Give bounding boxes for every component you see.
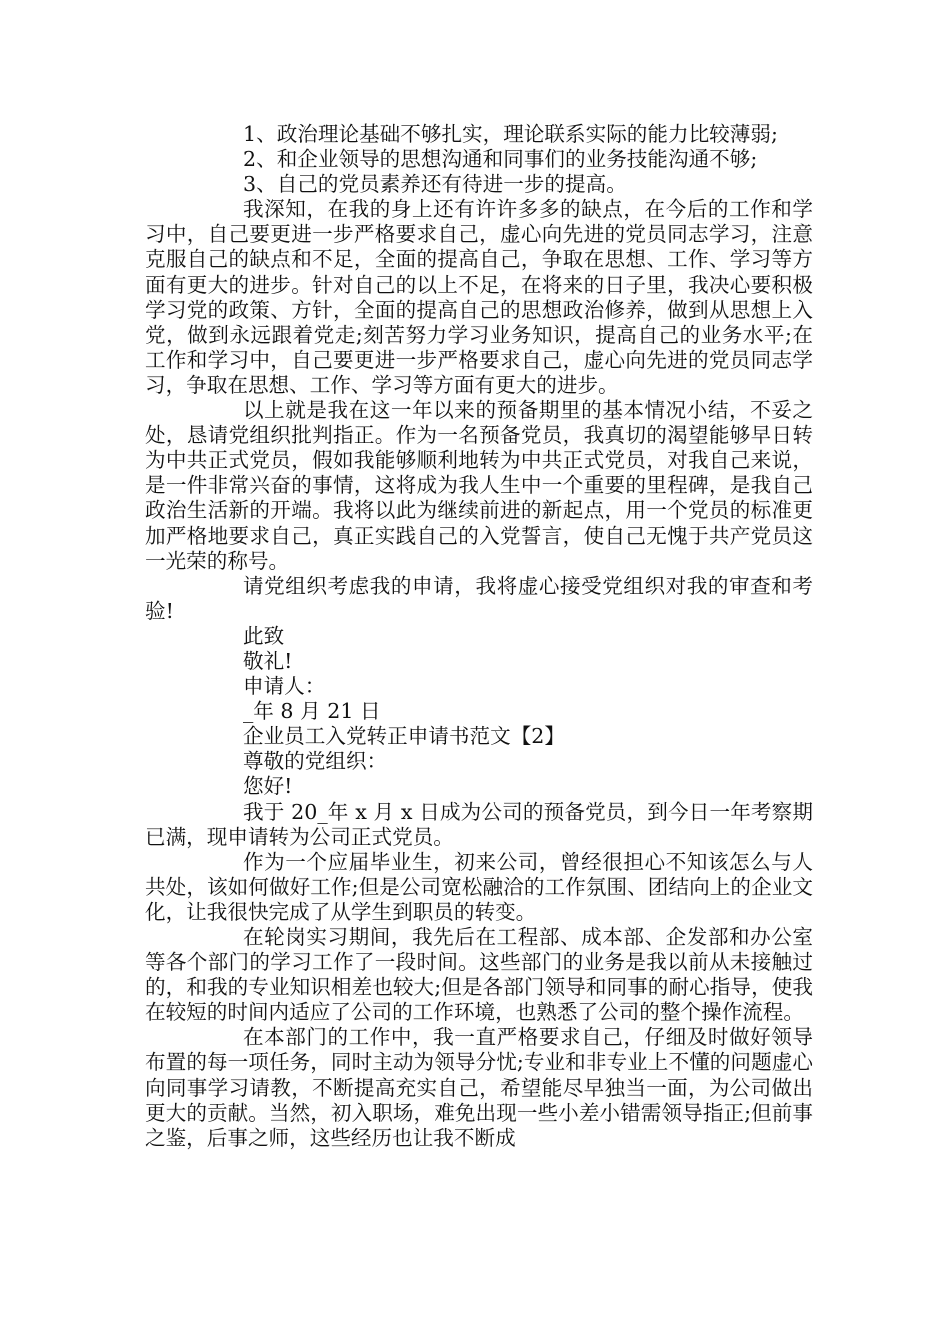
date-line: _年 8 月 21 日: [243, 699, 381, 724]
body-paragraph: 我深知，在我的身上还有许许多多的缺点，在今后的工作和学习中，自己要更进一步严格要求自己，虚心向先进的党员同志学习，注意克服自己的缺点和不足，全面的提高自己，争取在思想、工作、学习等方面有更大的进步。针对自己的以上不足，在将来的日子里，我决心要积极学习党的政策、方针，全面的提高自己的思想政治修养，做到从思想上入党，做到永远跟着党走;刻苦努力学习业务知识，提高自己的业务水平;在工作和学习中，自己要更进一步严格要求自己，虚心向先进的党员同志学习，争取在思想、工作、学习等方面有更大的进步。: [145, 197, 813, 397]
list-item-3: 3、自己的党员素养还有待进一步的提高。: [243, 172, 627, 197]
list-item-2: 2、和企业领导的思想沟通和同事们的业务技能沟通不够;: [243, 147, 758, 172]
applicant-label: 申请人：: [243, 674, 326, 699]
section-title: 企业员工入党转正申请书范文【2】: [243, 724, 566, 749]
body-paragraph: 我于 20_年 x 月 x 日成为公司的预备党员，到今日一年考察期已满，现申请转为公司正式党员。: [145, 799, 813, 849]
body-paragraph: 以上就是我在这一年以来的预备期里的基本情况小结，不妥之处，恳请党组织批判指正。作为一名预备党员，我真切的渴望能够早日转为中共正式党员，假如我能够顺利地转为中共正式党员，对我自己来说，是一件非常兴奋的事情，这将成为我人生中一个重要的里程碑，是我自己政治生活新的开端。我将以此为继续前进的新起点，用一个党员的标准更加严格地要求自己，真正实践自己的入党誓言，使自己无愧于共产党员这一光荣的称号。: [145, 398, 813, 573]
body-paragraph: 在轮岗实习期间，我先后在工程部、成本部、企发部和办公室等各个部门的学习工作了一段时间。这些部门的业务是我以前从未接触过的，和我的专业知识相差也较大;但是各部门领导和同事的耐心指导，使我在较短的时间内适应了公司的工作环境，也熟悉了公司的整个操作流程。: [145, 925, 813, 1025]
document-body: [145, 122, 813, 1151]
greeting-recipient: 尊敬的党组织：: [243, 749, 388, 774]
greeting: 您好!: [243, 774, 293, 799]
body-paragraph: 作为一个应届毕业生，初来公司，曾经很担心不知该怎么与人共处，该如何做好工作;但是公司宽松融洽的工作氛围、团结向上的企业文化，让我很快完成了从学生到职员的转变。: [145, 849, 813, 924]
body-paragraph: 在本部门的工作中，我一直严格要求自己，仔细及时做好领导布置的每一项任务，同时主动为领导分忧;专业和非专业上不懂的问题虚心向同事学习请教，不断提高充实自己，希望能尽早独当一面，为公司做出更大的贡献。当然，初入职场，难免出现一些小差小错需领导指正;但前事之鉴，后事之师，这些经历也让我不断成: [145, 1025, 813, 1150]
body-paragraph: 请党组织考虑我的申请，我将虚心接受党组织对我的审查和考验!: [145, 573, 813, 623]
closing-salutation: 此致: [243, 623, 285, 648]
closing-regards: 敬礼!: [243, 648, 293, 673]
list-item-1: 1、政治理论基础不够扎实，理论联系实际的能力比较薄弱;: [243, 122, 778, 146]
